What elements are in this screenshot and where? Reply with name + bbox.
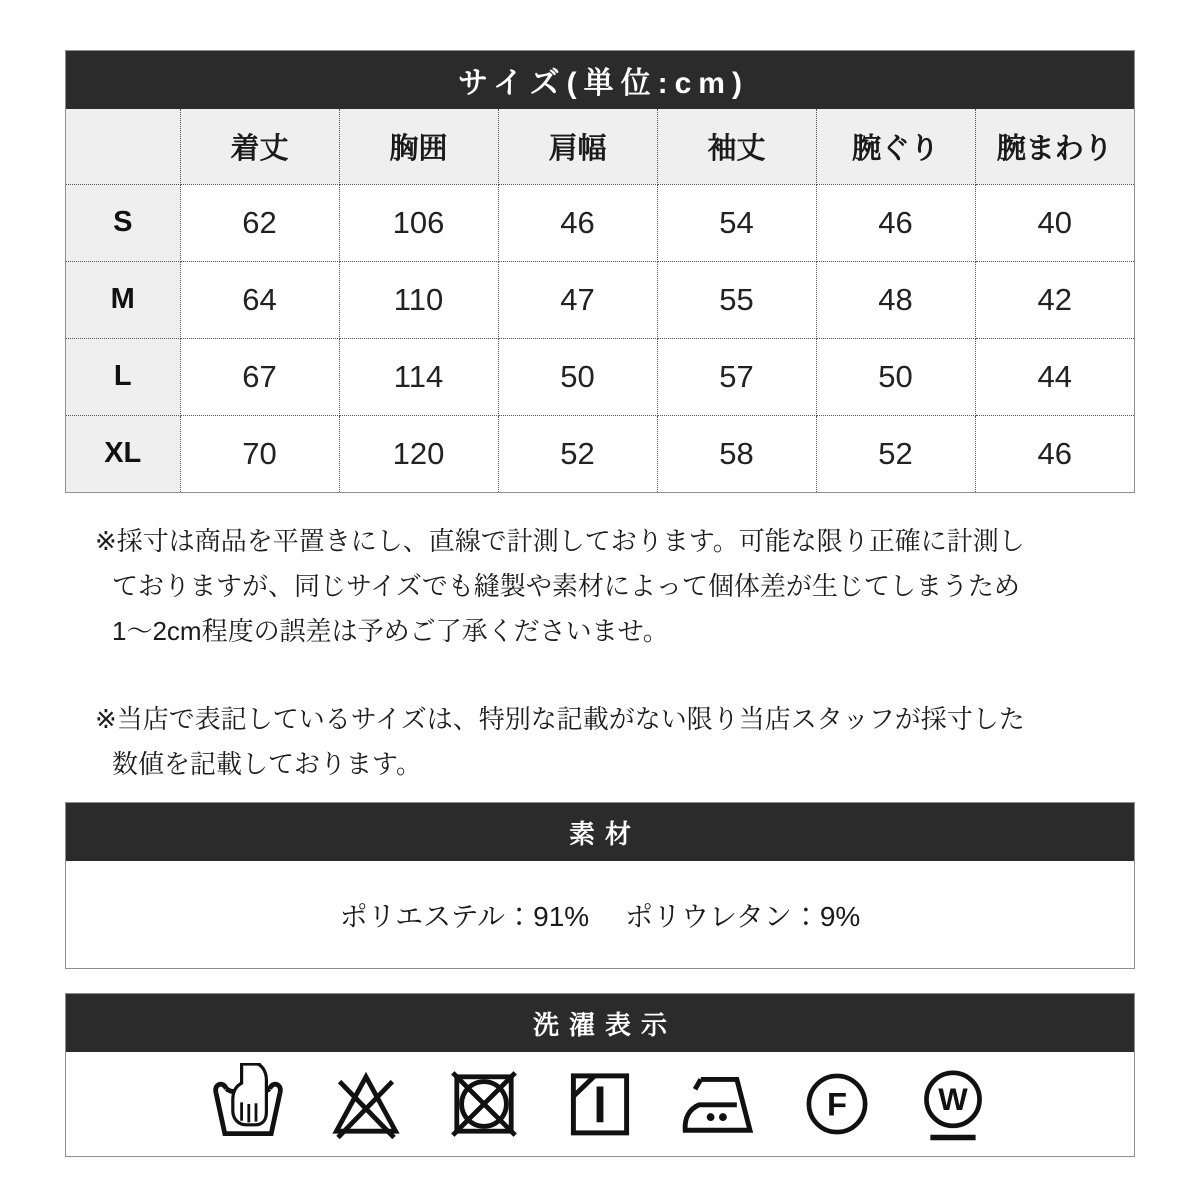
column-header: 胸囲 (339, 109, 498, 184)
corner-cell (66, 109, 180, 184)
size-value: 62 (180, 184, 339, 261)
hand-wash-icon (208, 1063, 288, 1145)
iron-medium-icon (676, 1063, 760, 1145)
column-header: 袖丈 (657, 109, 816, 184)
table-row-l (66, 338, 1134, 415)
laundry-panel (65, 993, 1135, 1157)
size-value: 64 (180, 261, 339, 338)
size-value: 46 (975, 415, 1134, 492)
size-value: 46 (498, 184, 657, 261)
material-title: 素材 (66, 803, 1134, 861)
line-dry-in-shade-icon (562, 1063, 638, 1145)
size-label: L (66, 338, 180, 415)
table-row-m (66, 261, 1134, 338)
laundry-icons-row (66, 1052, 1134, 1156)
size-value: 50 (498, 338, 657, 415)
size-value: 50 (816, 338, 975, 415)
size-value: 52 (816, 415, 975, 492)
size-value: 48 (816, 261, 975, 338)
size-value: 67 (180, 338, 339, 415)
wet-clean-gentle-icon (914, 1063, 992, 1145)
measurement-note (95, 519, 1105, 654)
note-line: ※採寸は商品を平置きにし、直線で計測しております。可能な限り正確に計測し (95, 526, 1025, 556)
note-line: 1〜2cm程度の誤差は予めご了承くださいませ。 (112, 616, 669, 646)
column-header: 腕ぐり (816, 109, 975, 184)
size-value: 110 (339, 261, 498, 338)
staff-measured-note (95, 697, 1105, 787)
size-table-header-row (66, 109, 1134, 184)
wet-clean-letter: W (938, 1082, 968, 1118)
size-value: 40 (975, 184, 1134, 261)
table-row-s (66, 184, 1134, 261)
column-header: 腕まわり (975, 109, 1134, 184)
size-value: 47 (498, 261, 657, 338)
size-value: 120 (339, 415, 498, 492)
size-value: 106 (339, 184, 498, 261)
laundry-title: 洗濯表示 (66, 994, 1134, 1052)
size-label: M (66, 261, 180, 338)
do-not-bleach-icon (326, 1063, 406, 1145)
size-label: S (66, 184, 180, 261)
size-value: 54 (657, 184, 816, 261)
note-line: ※当店で表記しているサイズは、特別な記載がない限り当店スタッフが採寸した (95, 704, 1025, 734)
material-content: ポリエステル：91% ポリウレタン：9% (339, 900, 861, 932)
size-value: 44 (975, 338, 1134, 415)
column-header: 肩幅 (498, 109, 657, 184)
size-value: 55 (657, 261, 816, 338)
size-value: 42 (975, 261, 1134, 338)
note-line: ておりますが、同じサイズでも縫製や素材によって個体差が生じてしまうため (112, 571, 1020, 601)
size-table-title: サイズ(単位:cm) (66, 51, 1134, 109)
size-value: 52 (498, 415, 657, 492)
size-table (66, 109, 1134, 492)
size-chart-page (65, 0, 1135, 1157)
column-header: 着丈 (180, 109, 339, 184)
do-not-tumble-dry-icon (444, 1063, 524, 1145)
size-label: XL (66, 415, 180, 492)
note-line: 数値を記載しております。 (112, 749, 422, 779)
table-row-xl (66, 415, 1134, 492)
size-value: 46 (816, 184, 975, 261)
material-panel (65, 802, 1135, 969)
size-table-panel (65, 50, 1135, 493)
size-value: 57 (657, 338, 816, 415)
dry-clean-letter: F (826, 1085, 848, 1123)
dry-clean-petroleum-icon (798, 1063, 876, 1145)
size-value: 114 (339, 338, 498, 415)
size-value: 70 (180, 415, 339, 492)
size-value: 58 (657, 415, 816, 492)
